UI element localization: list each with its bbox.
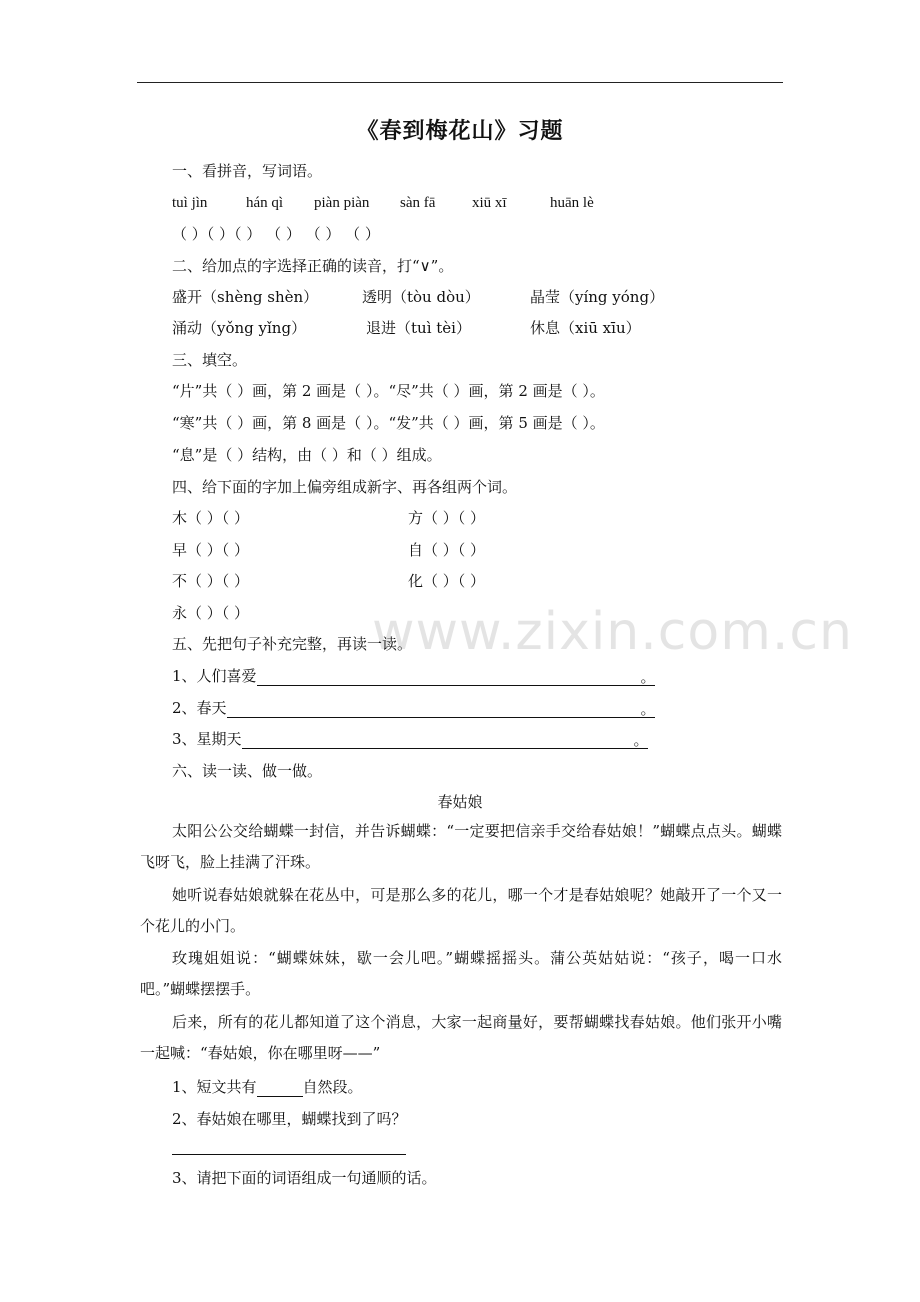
reading-item: 休息（xiū xīu）: [530, 319, 641, 337]
reading-item: 透明（tòu dòu）: [362, 288, 480, 306]
radical-item: 方（ ）（ ）: [408, 509, 486, 527]
fill-line: “寒”共（ ）画，第 8 画是（ ）。“发”共（ ）画，第 5 画是（ ）。: [172, 414, 605, 432]
radical-item: 自（ ）（ ）: [408, 541, 486, 559]
fill-line: “息”是（ ）结构，由（ ）和（ ）组成。: [172, 446, 442, 464]
story-paragraph: 玫瑰姐姐说：“蝴蝶妹妹，歇一会儿吧。”蝴蝶摇摇头。蒲公英姑姑说：“孩子，喝一口水吧。”蝴蝶摆摆手。: [140, 949, 782, 998]
answer-blank[interactable]: 。: [242, 730, 648, 749]
question-3: 3、请把下面的词语组成一句通顺的话。: [172, 1169, 437, 1187]
radical-item: 永（ ）（ ）: [172, 604, 250, 622]
sentence-item: [172, 666, 655, 686]
page-title: 《春到梅花山》习题: [356, 118, 564, 144]
section-4-heading: 四、给下面的字加上偏旁组成新字、再各组两个词。: [172, 478, 518, 496]
pinyin-item: sàn fā: [400, 195, 436, 211]
sentence-label: 2、春天: [172, 699, 227, 717]
pinyin-item: huān lè: [550, 195, 594, 211]
story-title: 春姑娘: [437, 793, 483, 811]
reading-item: 盛开（shèng shèn）: [172, 288, 319, 306]
story-paragraph: 她听说春姑娘就躲在花丛中，可是那么多的花儿，哪一个才是春姑娘呢？她敲开了一个又一个花儿的小门。: [140, 886, 782, 935]
sentence-item: [172, 698, 655, 718]
section-5-heading: 五、先把句子补充完整，再读一读。: [172, 635, 413, 653]
fill-line: “片”共（ ）画，第 2 画是（ ）。“尽”共（ ）画，第 2 画是（ ）。: [172, 382, 605, 400]
answer-blank[interactable]: 。: [257, 667, 655, 686]
section-6-heading: 六、读一读、做一做。: [172, 762, 323, 780]
pinyin-item: hán qì: [246, 195, 284, 211]
pinyin-item: xiū xī: [472, 195, 507, 211]
reading-item: 晶莹（yíng yóng）: [530, 288, 665, 306]
section-3-heading: 三、填空。: [172, 351, 248, 369]
radical-item: 化（ ）（ ）: [408, 572, 486, 590]
header-rule: [137, 82, 783, 83]
radical-item: 早（ ）（ ）: [172, 541, 250, 559]
sentence-item: [172, 729, 648, 749]
answer-blank[interactable]: 。: [227, 699, 655, 718]
section-2-heading: 二、给加点的字选择正确的读音，打“∨”。: [172, 257, 454, 275]
radical-item: 不（ ）（ ）: [172, 572, 250, 590]
question-2: 2、春姑娘在哪里，蝴蝶找到了吗？: [172, 1110, 407, 1128]
answer-parens-row: （ ）（ ）（ ） （ ） （ ） （ ）: [172, 225, 380, 243]
story-paragraph: 太阳公公交给蝴蝶一封信，并告诉蝴蝶：“一定要把信亲手交给春姑娘！”蝴蝶点点头。蝴蝶飞呀飞，脸上挂满了汗珠。: [140, 822, 782, 871]
sentence-label: 1、人们喜爱: [172, 667, 257, 685]
pinyin-item: piàn piàn: [314, 195, 370, 211]
watermark: www.zixin.com.cn: [372, 602, 853, 662]
reading-item: 退进（tuì tèi）: [366, 319, 471, 337]
question-2-answer-line[interactable]: [172, 1154, 406, 1155]
sentence-label: 3、星期天: [172, 730, 242, 748]
question-1: 1、短文共有 自然段。: [172, 1078, 363, 1096]
reading-item: 涌动（yǒng yǐng）: [172, 319, 307, 337]
story-paragraph: 后来，所有的花儿都知道了这个消息，大家一起商量好，要帮蝴蝶找春姑娘。他们张开小嘴一起喊：“春姑娘，你在哪里呀——”: [140, 1013, 782, 1062]
pinyin-item: tuì jìn: [172, 195, 208, 211]
section-1-heading: 一、看拼音，写词语。: [172, 162, 323, 180]
radical-item: 木（ ）（ ）: [172, 509, 250, 527]
paragraph-count-blank[interactable]: [257, 1078, 303, 1097]
